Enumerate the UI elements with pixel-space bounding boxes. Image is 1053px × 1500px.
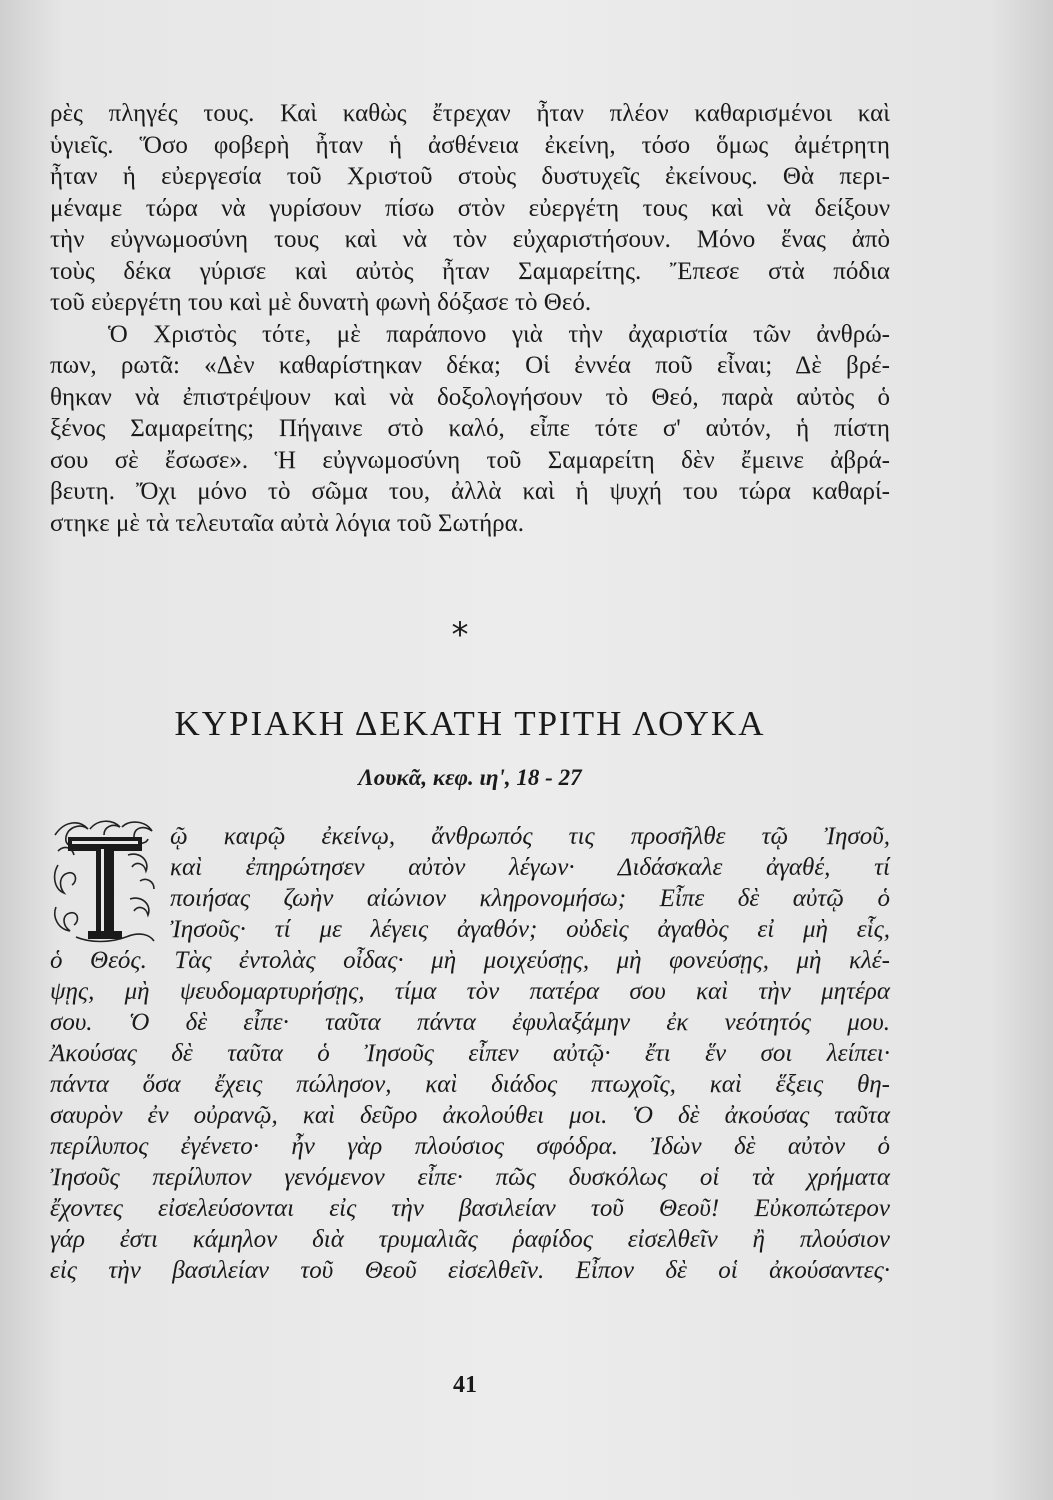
text-line: εἰς τὴν βασιλείαν τοῦ Θεοῦ εἰσελθεῖν. Εἶπον δὲ οἱ ἀκούσαντες· — [50, 1257, 890, 1284]
text-line: ποιήσας ζωὴν αἰώνιον κληρονομήσω; Εἶπε δὲ αὐτῷ ὁ — [170, 885, 890, 912]
chapter-reference: Λουκᾶ, κεφ. ιη', 18 - 27 — [358, 765, 582, 790]
text-line: τὴν εὐγνωμοσύνη τους καὶ νὰ τὸν εὐχαριστήσουν. Μόνο ἕνας ἀπὸ — [50, 226, 890, 253]
text-line: ψῃς, μὴ ψευδομαρτυρήσῃς, τίμα τὸν πατέρα σου καὶ τὴν μητέρα — [50, 978, 890, 1005]
page-number: 41 — [453, 1372, 477, 1398]
text-line: ὁ Θεός. Τὰς ἐντολὰς οἶδας· μὴ μοιχεύσῃς, μὴ φονεύσῃς, μὴ κλέ- — [50, 947, 890, 974]
text-line: σαυρὸν ἐν οὐρανῷ, καὶ δεῦρο ἀκολούθει μοι. Ὁ δὲ ἀκούσας ταῦτα — [50, 1102, 890, 1129]
text-line: τοῦ εὐεργέτη του καὶ μὲ δυνατὴ φωνὴ δόξασε τὸ Θεό. — [50, 289, 592, 316]
text-line: βευτη. Ὄχι μόνο τὸ σῶμα του, ἀλλὰ καὶ ἡ ψυχή του τώρα καθαρί- — [50, 478, 890, 505]
text-line: ρὲς πληγές τους. Καὶ καθὼς ἔτρεχαν ἦταν πλέον καθαρισμένοι καὶ — [50, 100, 890, 127]
text-line: ῷ καιρῷ ἐκείνῳ, ἄνθρωπός τις προσῆλθε τῷ Ἰησοῦ, — [170, 823, 890, 850]
text-line: θηκαν νὰ ἐπιστρέψουν καὶ νὰ δοξολογήσουν τὸ Θεό, παρὰ αὐτὸς ὁ — [50, 383, 890, 411]
text-line: σου σὲ ἔσωσε». Ἡ εὐγνωμοσύνη τοῦ Σαμαρείτη δὲν ἔμεινε ἀβρά- — [50, 446, 890, 474]
text-line: ξένος Σαμαρείτης; Πήγαινε στὸ καλό, εἶπε τότε σ' αὐτόν, ἡ πίστη — [50, 415, 890, 442]
text-line: Ἰησοῦς περίλυπον γενόμενον εἶπε· πῶς δυσκόλως οἱ τὰ χρήματα — [50, 1164, 890, 1191]
text-line: πάντα ὅσα ἔχεις πώλησον, καὶ διάδος πτωχοῖς, καὶ ἕξεις θη- — [50, 1071, 890, 1098]
text-line: πων, ρωτᾶ: «Δὲν καθαρίστηκαν δέκα; Οἱ ἐννέα ποῦ εἶναι; Δὲ βρέ- — [50, 352, 890, 379]
body-text-section-2 — [50, 821, 890, 1286]
text-line: Ὁ Χριστὸς τότε, μὲ παράπονο γιὰ τὴν ἀχαριστία τῶν ἀνθρώ- — [108, 320, 890, 348]
text-line: ἦταν ἡ εὐεργεσία τοῦ Χριστοῦ στοὺς δυστυχεῖς ἐκείνους. Θὰ περι- — [50, 163, 890, 190]
text-line: καὶ ἐπηρώτησεν αὐτὸν λέγων· Διδάσκαλε ἀγαθέ, τί — [170, 854, 890, 881]
dropcap-letter: Τ — [104, 835, 106, 836]
text-line: ἔχοντες εἰσελεύσονται εἰς τὴν βασιλείαν τοῦ Θεοῦ! Εὐκοπώτερον — [50, 1195, 890, 1222]
text-line: σου. Ὁ δὲ εἶπε· ταῦτα πάντα ἐφυλαξάμην ἐκ νεότητός μου. — [50, 1009, 890, 1036]
text-line: τοὺς δέκα γύρισε καὶ αὐτὸς ἦταν Σαμαρείτης. Ἔπεσε στὰ πόδια — [50, 257, 890, 285]
text-line: στηκε μὲ τὰ τελευταῖα αὐτὰ λόγια τοῦ Σωτήρα. — [50, 509, 524, 537]
text-line: ὑγιεῖς. Ὅσο φοβερὴ ἦταν ἡ ἀσθένεια ἐκείνη, τόσο ὅμως ἀμέτρητη — [50, 131, 890, 159]
text-line: Ἰησοῦς· τί με λέγεις ἀγαθόν; οὐδεὶς ἀγαθὸς εἰ μὴ εἷς, — [170, 916, 890, 943]
body-text-section-1 — [50, 98, 890, 539]
text-line: Ἀκούσας δὲ ταῦτα ὁ Ἰησοῦς εἶπεν αὐτῷ· ἔτι ἕν σοι λείπει· — [50, 1040, 890, 1067]
text-line: περίλυπος ἐγένετο· ἦν γὰρ πλούσιος σφόδρα. Ἰδὼν δὲ αὐτὸν ὁ — [50, 1133, 890, 1160]
text-line: γάρ ἐστι κάμηλον διὰ τρυμαλιᾶς ῥαφίδος εἰσελθεῖν ἢ πλούσιον — [50, 1226, 890, 1253]
chapter-title: ΚΥΡΙΑΚΗ ΔΕΚΑΤΗ ΤΡΙΤΗ ΛΟΥΚΑ — [174, 704, 766, 743]
text-line: μέναμε τώρα νὰ γυρίσουν πίσω στὸν εὐεργέτη τους καὶ νὰ δείξουν — [50, 194, 890, 222]
section-separator: * — [451, 615, 469, 655]
